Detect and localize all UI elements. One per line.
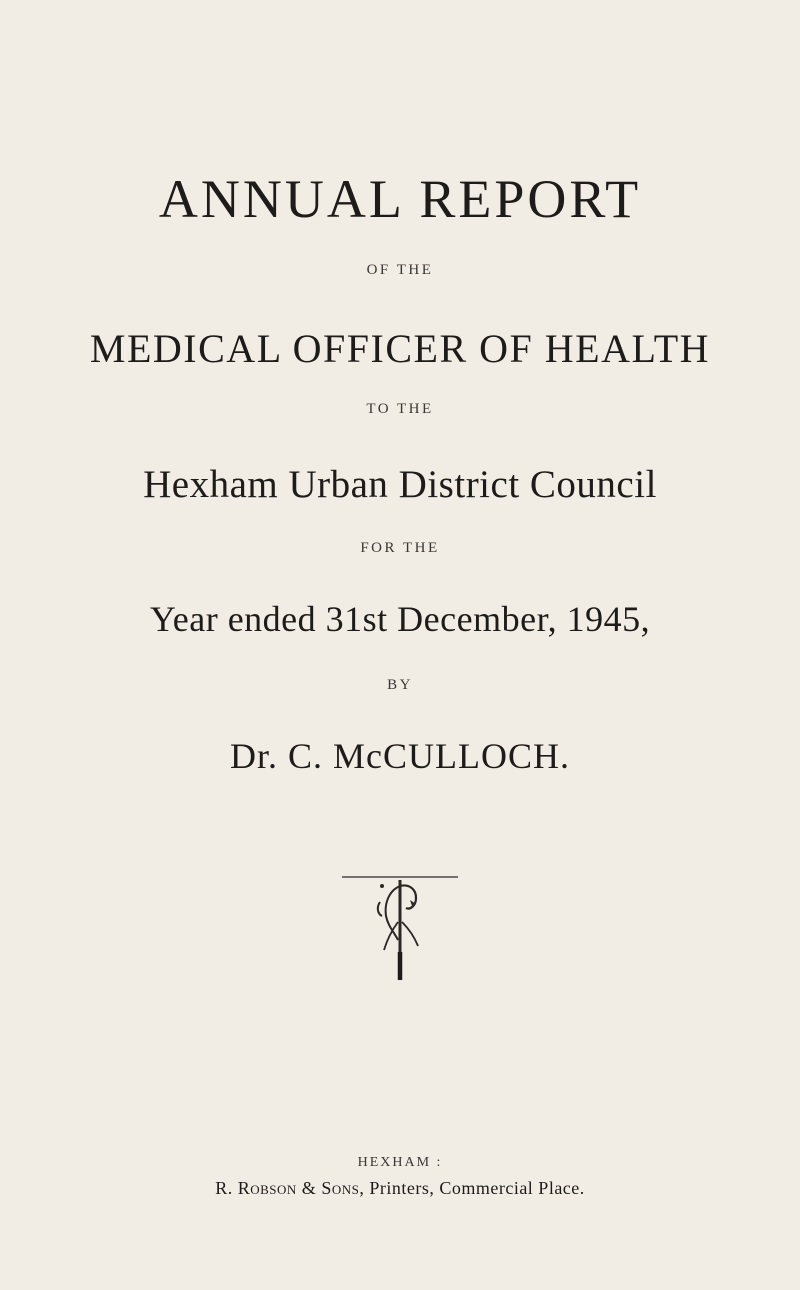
- to-the-label: TO THE: [366, 401, 434, 417]
- printers-ornament-icon: [342, 874, 458, 984]
- printer-prefix: R.: [215, 1178, 233, 1198]
- of-the-label: OF THE: [366, 262, 434, 278]
- by-label: BY: [387, 677, 413, 693]
- imprint-printer: [0, 1178, 800, 1199]
- printer-sons: Sons: [321, 1178, 360, 1198]
- council-name: Hexham Urban District Council: [143, 463, 657, 506]
- printer-and: &: [301, 1178, 317, 1198]
- for-the-label: FOR THE: [360, 540, 440, 556]
- report-title: ANNUAL REPORT: [158, 169, 642, 229]
- printer-name: Robson: [237, 1178, 297, 1198]
- imprint-place: HEXHAM :: [357, 1155, 443, 1170]
- officer-heading: MEDICAL OFFICER OF HEALTH: [89, 326, 711, 371]
- report-period: Year ended 31st December, 1945,: [149, 599, 651, 639]
- printer-rest: , Printers, Commercial Place.: [359, 1178, 585, 1198]
- author-name: Dr. C. McCULLOCH.: [230, 736, 570, 776]
